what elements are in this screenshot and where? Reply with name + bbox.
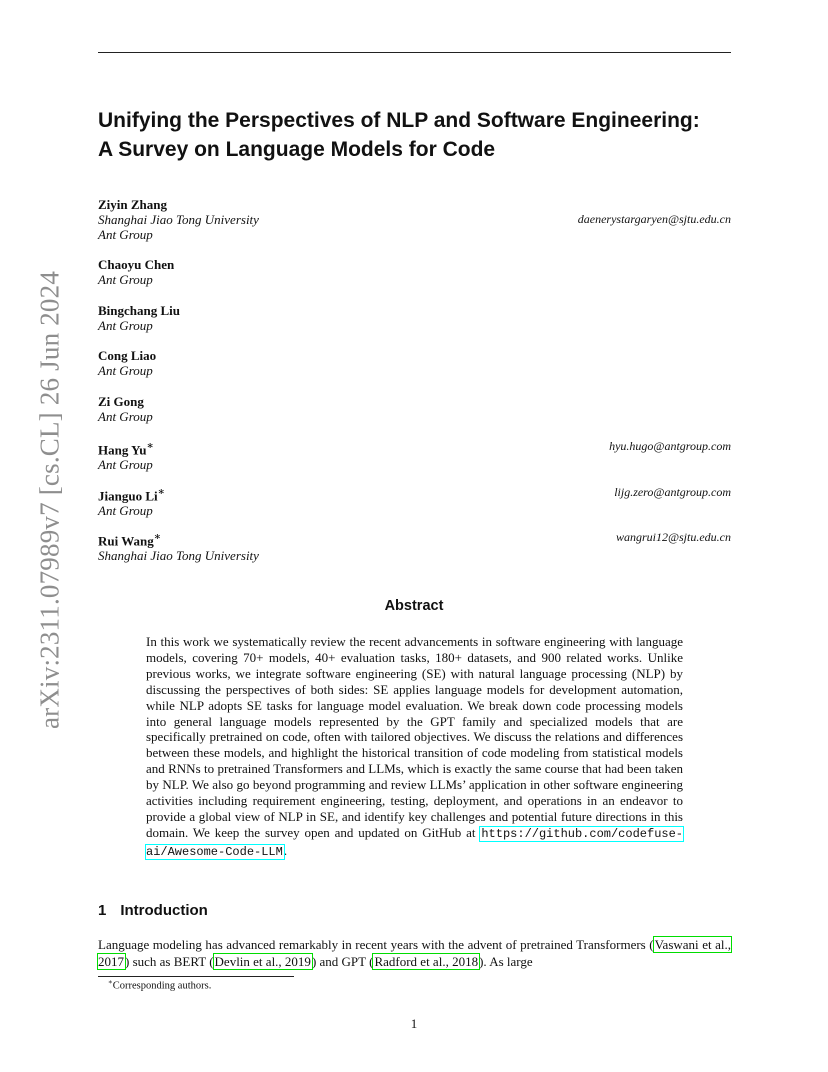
author-name: Cong Liao bbox=[98, 348, 157, 363]
corresponding-mark: ∗ bbox=[153, 531, 162, 543]
intro-text-segment: ). As large bbox=[479, 954, 533, 969]
author-name: Bingchang Liu bbox=[98, 303, 181, 318]
arxiv-identifier-text: arXiv:2311.07989v7 [cs.CL] 26 Jun 2024 bbox=[34, 270, 65, 730]
author-affiliation: Ant Group bbox=[98, 318, 153, 333]
author-name: Hang Yu∗ bbox=[98, 440, 155, 458]
author-email[interactable]: hyu.hugo@antgroup.com bbox=[609, 439, 731, 453]
author-name: Zi Gong bbox=[98, 394, 144, 409]
author-affiliation: Ant Group bbox=[98, 227, 153, 242]
footnote-mark: ∗ bbox=[108, 978, 113, 986]
footnote bbox=[108, 978, 211, 992]
intro-text-segment: ) such as BERT ( bbox=[125, 954, 214, 969]
author-name: Jianguo Li∗ bbox=[98, 486, 166, 504]
author-block bbox=[98, 530, 731, 563]
author-affiliation: Ant Group bbox=[98, 272, 153, 287]
author-affiliation: Ant Group bbox=[98, 409, 153, 424]
intro-text-segment: ) and GPT ( bbox=[311, 954, 374, 969]
intro-text-segment: Language modeling has advanced remarkably in recent years with the advent of pretrained Transformers ( bbox=[98, 937, 654, 952]
citation-link[interactable]: Radford et al., 2018 bbox=[374, 954, 479, 969]
author-affiliation: Ant Group bbox=[98, 363, 153, 378]
paper-title bbox=[98, 106, 748, 164]
introduction-text bbox=[98, 936, 731, 970]
author-affiliation: Shanghai Jiao Tong University bbox=[98, 212, 259, 227]
author-affiliation: Ant Group bbox=[98, 457, 153, 473]
corresponding-mark: ∗ bbox=[146, 440, 155, 452]
title-line-2: A Survey on Language Models for Code bbox=[98, 138, 496, 161]
author-block bbox=[98, 303, 731, 333]
footnote-text: Corresponding authors. bbox=[112, 980, 212, 992]
abstract-paragraph: In this work we systematically review the recent advancements in software engineering with language models, covering 70+ models, 40+ evaluation tasks, 180+ datasets, and 900 related works. Unlike previous works, we integrate software engineering (SE) with natural language processing (NLP) by discussing the perspectives of both sides: SE applies language models for development automation, while NLP adopts SE tasks for language model evaluation. We break down code processing models into general language models represented by the GPT family and specialized models that are specifically pretrained on code, often with tailored objectives. We discuss the relations and differences between these models, and highlight the historical transition of code modeling from statistical models and RNNs to pretrained Transformers and LLMs, which is exactly the same course that had been taken by NLP. We also go beyond programming and review LLMs’ application in other software engineering activities including requirement engineering, testing, deployment, and operations in an endeavor to provide a global view of NLP in SE, and identify key challenges and potential future directions in this domain. We keep the survey open and updated on GitHub at bbox=[146, 634, 683, 840]
abstract-text bbox=[146, 634, 683, 861]
citation-link[interactable]: Vaswani et al., 2017 bbox=[98, 937, 731, 969]
top-rule bbox=[98, 52, 731, 53]
author-name: Ziyin Zhang bbox=[98, 197, 168, 212]
author-block bbox=[98, 197, 731, 242]
author-email[interactable]: wangrui12@sjtu.edu.cn bbox=[615, 530, 731, 544]
section-number: 1 bbox=[98, 902, 107, 919]
author-block bbox=[98, 348, 731, 378]
author-email[interactable]: lijg.zero@antgroup.com bbox=[614, 485, 731, 499]
page-number: 1 bbox=[410, 1016, 418, 1031]
github-link[interactable]: https://github.com/codefuse-ai/Awesome-Code-LLM bbox=[146, 826, 683, 859]
author-name: Chaoyu Chen bbox=[98, 257, 175, 272]
abstract-end: . bbox=[283, 842, 288, 858]
author-email[interactable]: daenerystargaryen@sjtu.edu.cn bbox=[577, 212, 731, 226]
author-block bbox=[98, 439, 731, 472]
author-affiliation: Ant Group bbox=[98, 503, 153, 519]
title-line-1: Unifying the Perspectives of NLP and Software Engineering: bbox=[98, 109, 700, 132]
author-block bbox=[98, 257, 731, 287]
author-block bbox=[98, 394, 731, 424]
citation-link[interactable]: Devlin et al., 2019 bbox=[214, 954, 311, 969]
corresponding-mark: ∗ bbox=[157, 486, 166, 498]
section-heading-introduction bbox=[98, 902, 208, 919]
author-affiliation: Shanghai Jiao Tong University bbox=[98, 548, 259, 564]
footnote-rule bbox=[98, 976, 294, 977]
section-title: Introduction bbox=[120, 902, 208, 919]
author-block bbox=[98, 485, 731, 518]
abstract-heading: Abstract bbox=[384, 598, 444, 614]
author-name: Rui Wang∗ bbox=[98, 531, 162, 549]
